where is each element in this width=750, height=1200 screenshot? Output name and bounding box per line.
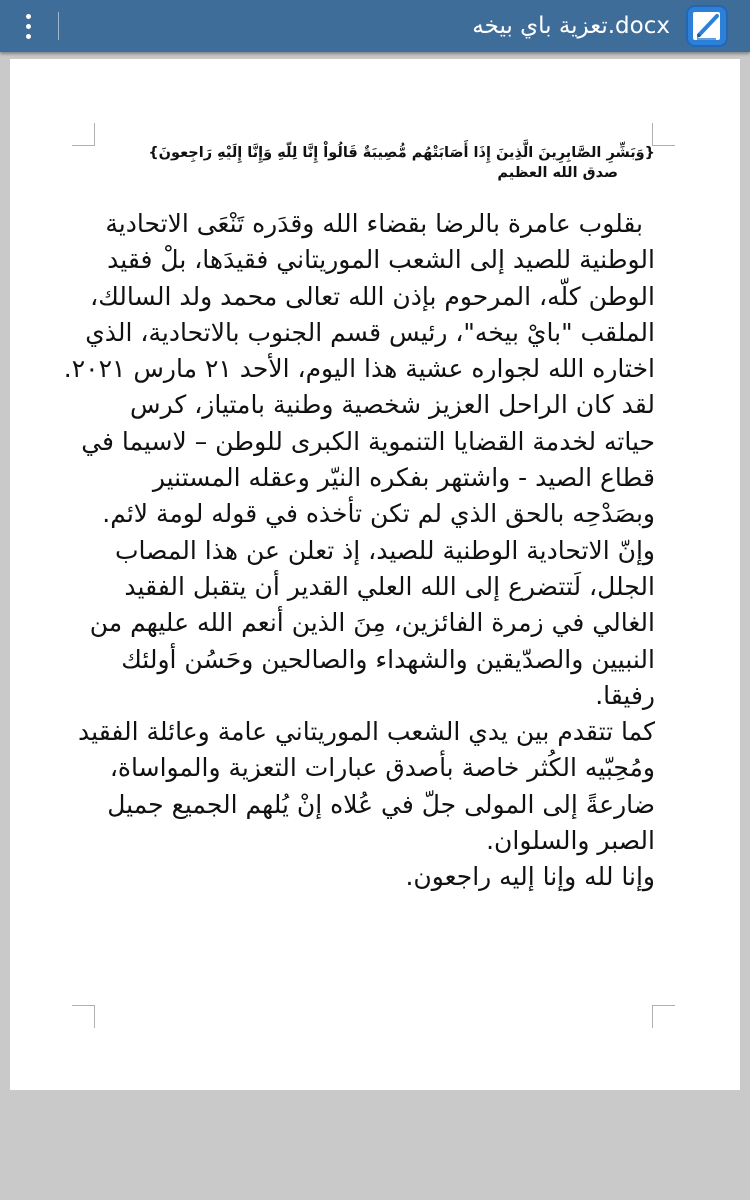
text-line: وبصَدْحِه بالحق الذي لم تكن تأخذه في قوله لومة لائم.	[102, 499, 655, 529]
document-title: تعزية باي بيخه.docx	[472, 13, 670, 39]
overflow-menu-icon	[26, 14, 31, 39]
verse-attribution: صدق الله العظيم	[497, 165, 618, 181]
crop-mark-top-left	[72, 123, 95, 146]
text-line: الوطنية للصيد إلى الشعب الموريتاني فقيدَها، بلْ فقيد	[107, 245, 655, 275]
quran-verse: {وَبَشِّرِ الصَّابِرِينَ الَّذِينَ إِذَا أَصَابَتْهُم مُّصِيبَةٌ قَالُواْ إِنَّا لِلّهِ وَإِنَّا إِلَيْهِ رَاجِعونَ}	[148, 145, 655, 161]
text-line: الملقب "بايْ بيخه"، رئيس قسم الجنوب بالاتحادية، الذي	[85, 317, 655, 347]
crop-mark-bottom-right	[652, 1005, 675, 1028]
overflow-menu-button[interactable]	[8, 6, 48, 46]
text-line: الجلل، لَتتضرع إلى الله العلي القدير أن يتقبل الفقيد	[124, 571, 655, 601]
text-line: رفيقا.	[595, 680, 655, 710]
text-line: الصبر والسلوان.	[486, 826, 655, 856]
crop-mark-top-right	[652, 123, 675, 146]
text-line: وإنّ الاتحادية الوطنية للصيد، إذ تعلن عن هذا المصاب	[115, 535, 655, 565]
document-editor-icon[interactable]	[686, 5, 728, 47]
text-line: لقد كان الراحل العزيز شخصية وطنية بامتياز، كرس	[130, 390, 655, 420]
condolence-text	[63, 206, 655, 896]
text-line: النبيين والصدّيقين والشهداء والصالحين وحَسُن أولئك	[121, 644, 655, 674]
text-line: ومُحِبّيه الكُثر خاصة بأصدق عبارات التعزية والمواساة،	[109, 753, 655, 783]
text-line: حياته لخدمة القضايا التنموية الكبرى للوطن – لاسيما في	[81, 426, 655, 456]
text-line: ضارعةً إلى المولى جلّ في عُلاه إنْ يُلهم الجميع جميل	[107, 789, 655, 819]
text-line: قطاع الصيد - واشتهر بفكره النيّر وعقله المستنير	[152, 463, 655, 493]
app-bar	[0, 0, 750, 52]
document-page[interactable]	[10, 59, 740, 1090]
text-line: بقلوب عامرة بالرضا بقضاء الله وقدَره تَنْعَى الاتحادية	[105, 209, 643, 238]
text-line: وإنا لله وإنا إليه راجعون.	[405, 862, 655, 892]
text-line: الغالي في زمرة الفائزين، مِنَ الذين أنعم الله عليهم من	[89, 608, 655, 638]
text-line: الوطن كلّه، المرحوم بإذن الله تعالى محمد ولد السالك،	[90, 281, 655, 311]
text-line: كما تتقدم بين يدي الشعب الموريتاني عامة وعائلة الفقيد	[78, 717, 655, 747]
text-line: اختاره الله لجواره عشية هذا اليوم، الأحد ٢١ مارس ٢٠٢١.	[63, 354, 655, 384]
app-bar-divider	[58, 12, 59, 40]
document-body[interactable]	[63, 143, 655, 896]
crop-mark-bottom-left	[72, 1005, 95, 1028]
